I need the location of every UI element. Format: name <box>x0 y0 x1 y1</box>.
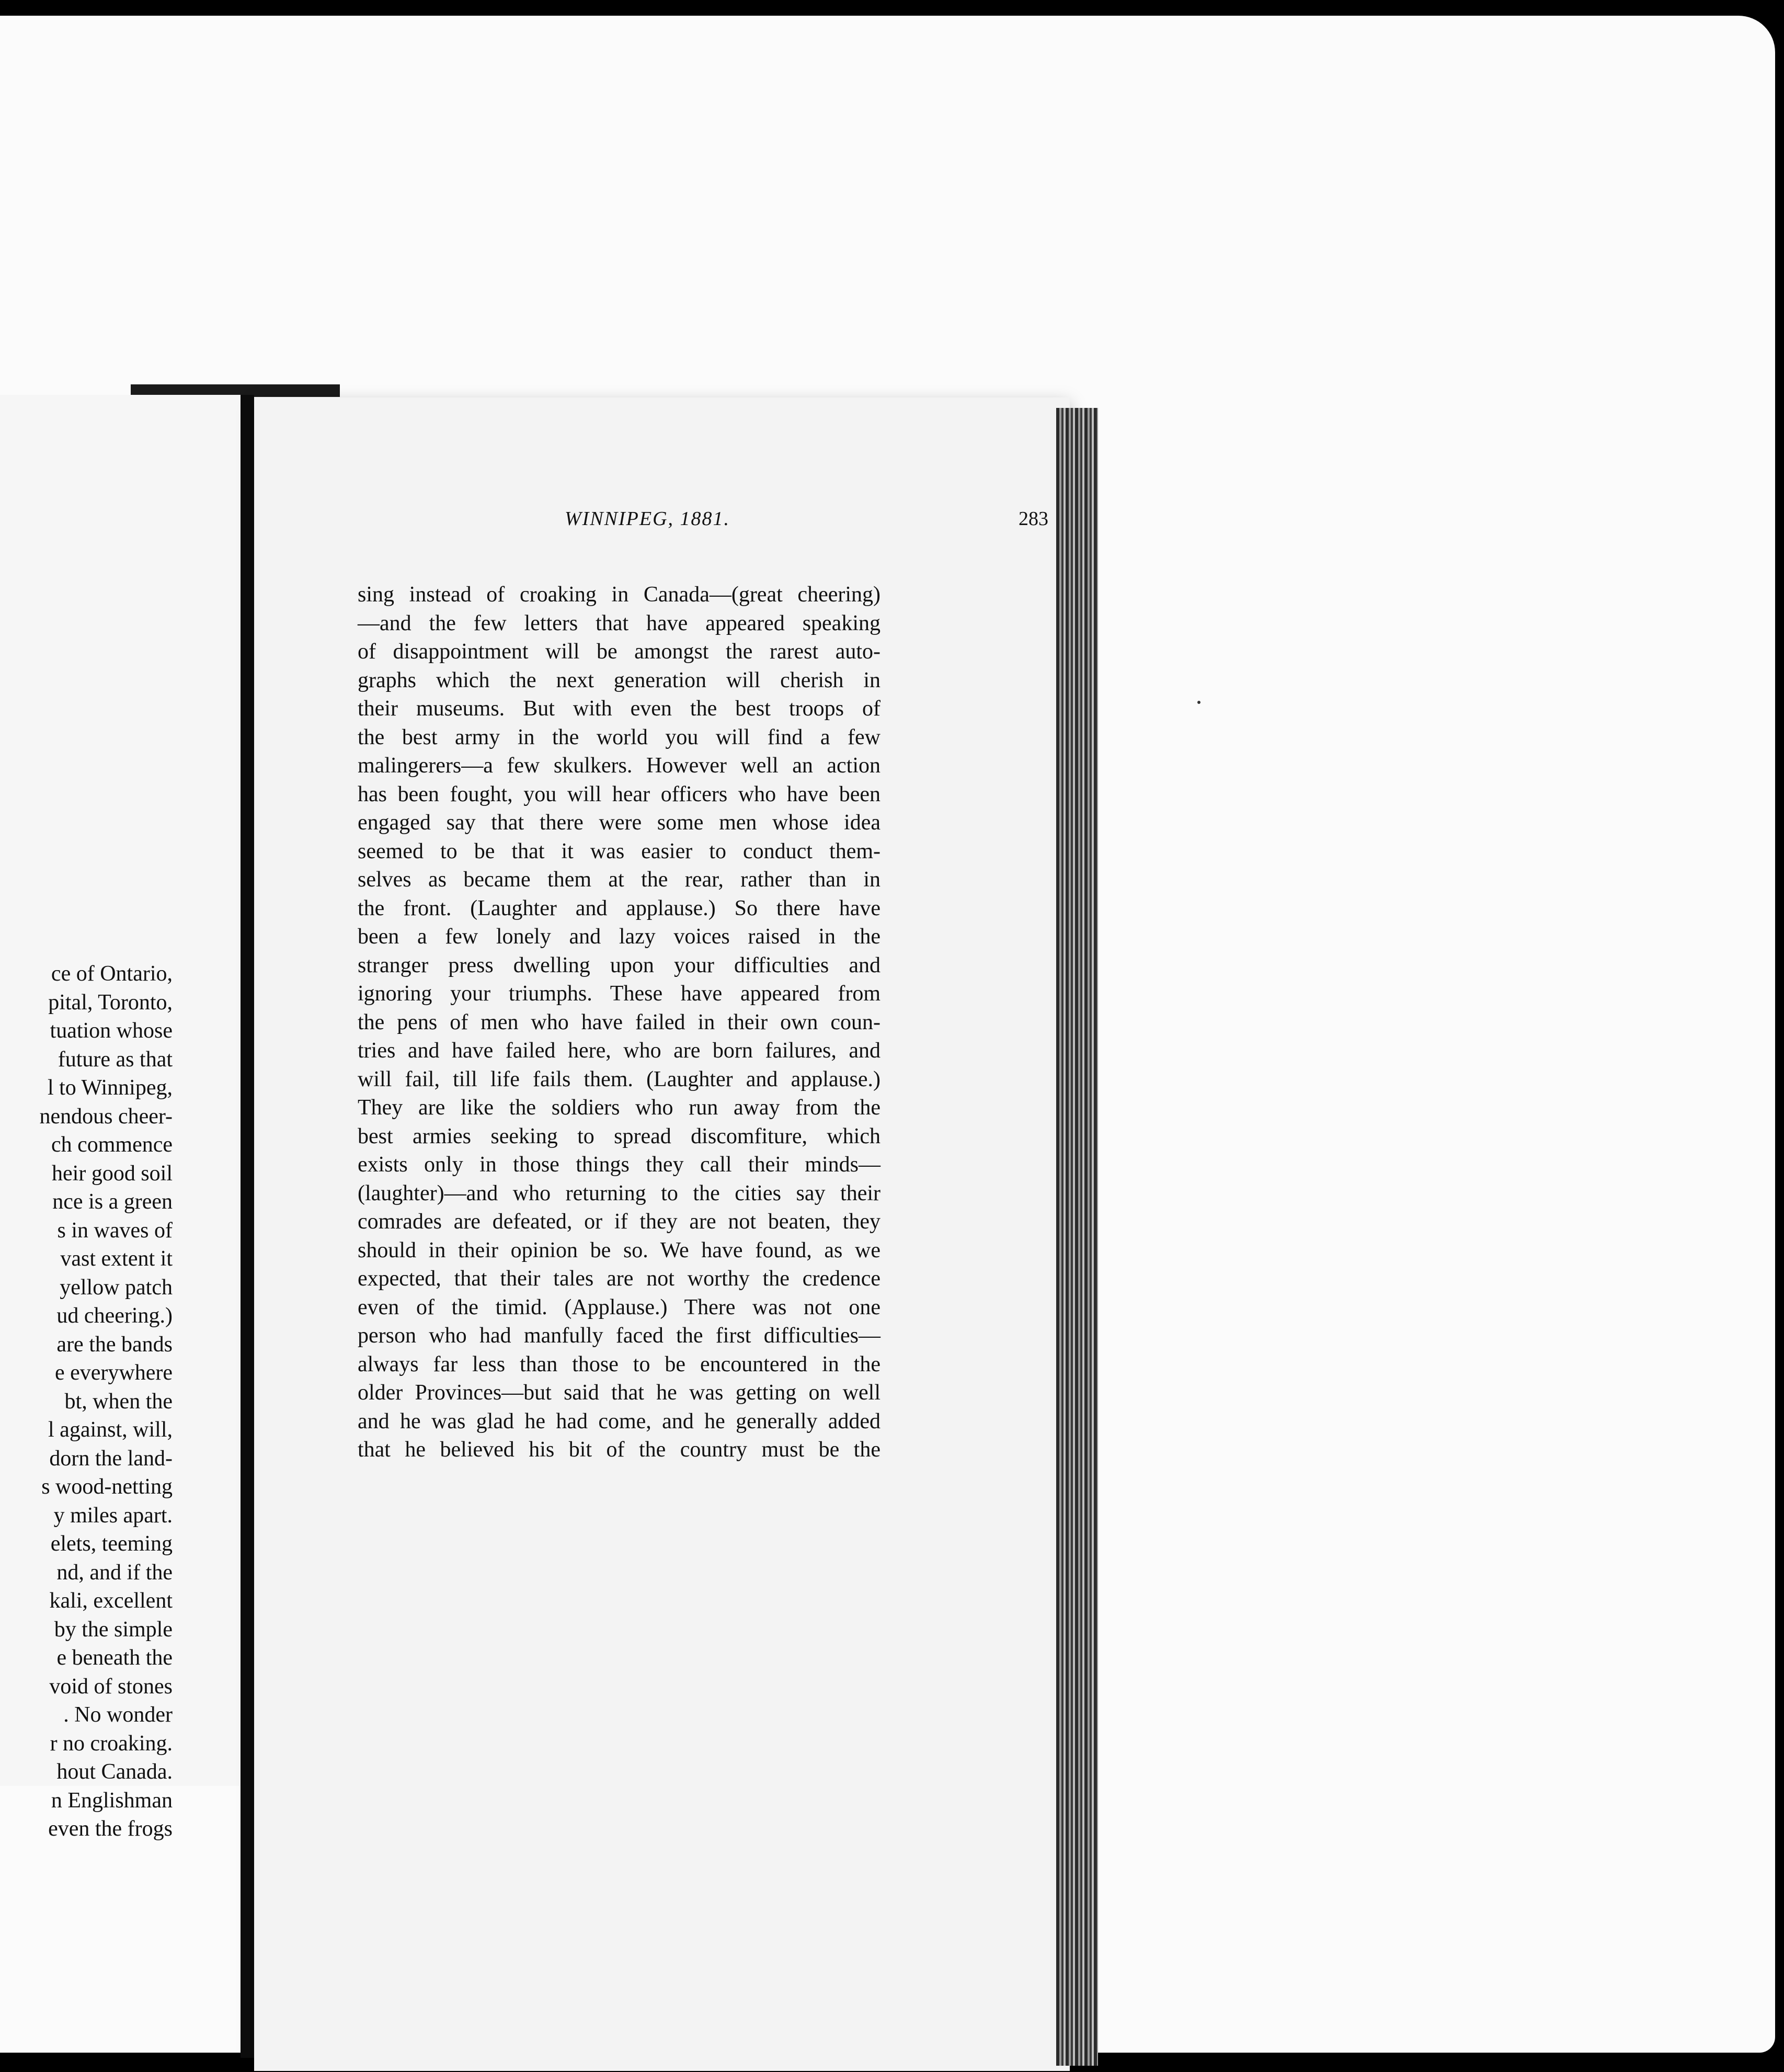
text-line: comrades are defeated, or if they are not beaten, they <box>358 1210 880 1234</box>
text-line: person who had manfully faced the first difficulties— <box>358 1324 880 1348</box>
left-text-line: vast extent it <box>60 1247 173 1271</box>
text-line: the best army in the world you will find a few <box>358 725 880 749</box>
left-text-line: e everywhere <box>54 1361 173 1385</box>
text-line: malingerers—a few skulkers. However well an action <box>358 754 880 778</box>
left-text-line: dorn the land- <box>49 1446 173 1471</box>
left-text-line: ch commence <box>51 1133 173 1157</box>
text-line: exists only in those things they call their minds— <box>358 1153 880 1177</box>
left-text-line: yellow patch <box>60 1275 173 1300</box>
body-text <box>358 580 880 1464</box>
text-line: sing instead of croaking in Canada—(great cheering) <box>358 583 880 607</box>
left-text-line: ud cheering.) <box>56 1304 173 1328</box>
text-line: They are like the soldiers who run away from the <box>358 1096 880 1120</box>
left-text-line: nd, and if the <box>56 1560 173 1585</box>
left-text-line: by the simple <box>54 1617 173 1642</box>
text-line: older Provinces—but said that he was getting on well <box>358 1381 880 1405</box>
left-text-line: are the bands <box>56 1332 173 1357</box>
left-text-line: e beneath the <box>56 1646 173 1670</box>
left-text-line: n Englishman <box>51 1788 173 1813</box>
left-text-line: future as that <box>58 1047 173 1072</box>
text-line: (laughter)—and who returning to the cities say their <box>358 1181 880 1205</box>
text-line: engaged say that there were some men whose idea <box>358 811 880 835</box>
left-text-line: l against, will, <box>48 1418 173 1442</box>
text-line: will fail, till life fails them. (Laughter and applause.) <box>358 1067 880 1091</box>
text-line: always far less than those to be encountered in the <box>358 1352 880 1376</box>
left-text-line: even the frogs <box>48 1817 173 1841</box>
text-line: even of the timid. (Applause.) There was not one <box>358 1295 880 1319</box>
left-text-line: bt, when the <box>64 1389 173 1414</box>
running-head <box>277 507 1061 539</box>
book-spine <box>241 395 254 2058</box>
text-line: selves as became them at the rear, rather than in <box>358 868 880 892</box>
left-text-line: hout Canada. <box>56 1760 173 1784</box>
left-text-line: nce is a green <box>52 1190 173 1214</box>
text-line: best armies seeking to spread discomfiture, which <box>358 1124 880 1148</box>
scanned-page <box>0 16 1775 2053</box>
text-line: of disappointment will be amongst the rarest auto- <box>358 640 880 664</box>
text-line: expected, that their tales are not worthy the credence <box>358 1267 880 1291</box>
left-text-line: ce of Ontario, <box>51 962 173 986</box>
left-text-line: void of stones <box>49 1674 173 1699</box>
text-line: ignoring your triumphs. These have appeared from <box>358 982 880 1006</box>
left-page-text <box>0 960 173 1843</box>
text-line: has been fought, you will hear officers who have been <box>358 782 880 806</box>
text-line: the front. (Laughter and applause.) So there have <box>358 896 880 920</box>
scan-speck <box>1197 701 1200 704</box>
text-line: the pens of men who have failed in their own coun- <box>358 1010 880 1034</box>
text-line: tries and have failed here, who are born failures, and <box>358 1039 880 1063</box>
text-line: and he was glad he had come, and he generally added <box>358 1409 880 1433</box>
text-line: —and the few letters that have appeared speaking <box>358 611 880 635</box>
text-line: should in their opinion be so. We have found, as we <box>358 1238 880 1262</box>
running-title: WINNIPEG, 1881. <box>565 508 730 530</box>
left-text-line: nendous cheer- <box>39 1104 173 1129</box>
left-text-line: s in waves of <box>57 1218 173 1243</box>
left-text-line: kali, excellent <box>49 1589 173 1613</box>
text-line: seemed to be that it was easier to conduct them- <box>358 839 880 863</box>
left-text-line: elets, teeming <box>50 1532 173 1556</box>
left-text-line: . No wonder <box>63 1703 173 1727</box>
left-text-line: r no croaking. <box>50 1731 173 1756</box>
left-page <box>0 395 241 1841</box>
page-number: 283 <box>1019 508 1048 530</box>
text-line: that he believed his bit of the country must be the <box>358 1438 880 1462</box>
text-line: stranger press dwelling upon your difficulties and <box>358 953 880 977</box>
left-text-line: pital, Toronto, <box>48 990 173 1015</box>
text-line: graphs which the next generation will cherish in <box>358 668 880 692</box>
left-text-line: y miles apart. <box>53 1503 173 1528</box>
left-text-line: s wood-netting <box>41 1475 173 1499</box>
page-edges <box>1056 408 1098 2066</box>
text-line: been a few lonely and lazy voices raised in the <box>358 925 880 949</box>
left-text-line: heir good soil <box>52 1161 173 1186</box>
left-text-line: tuation whose <box>50 1019 173 1043</box>
text-line: their museums. But with even the best troops of <box>358 697 880 721</box>
left-text-line: l to Winnipeg, <box>47 1076 173 1100</box>
